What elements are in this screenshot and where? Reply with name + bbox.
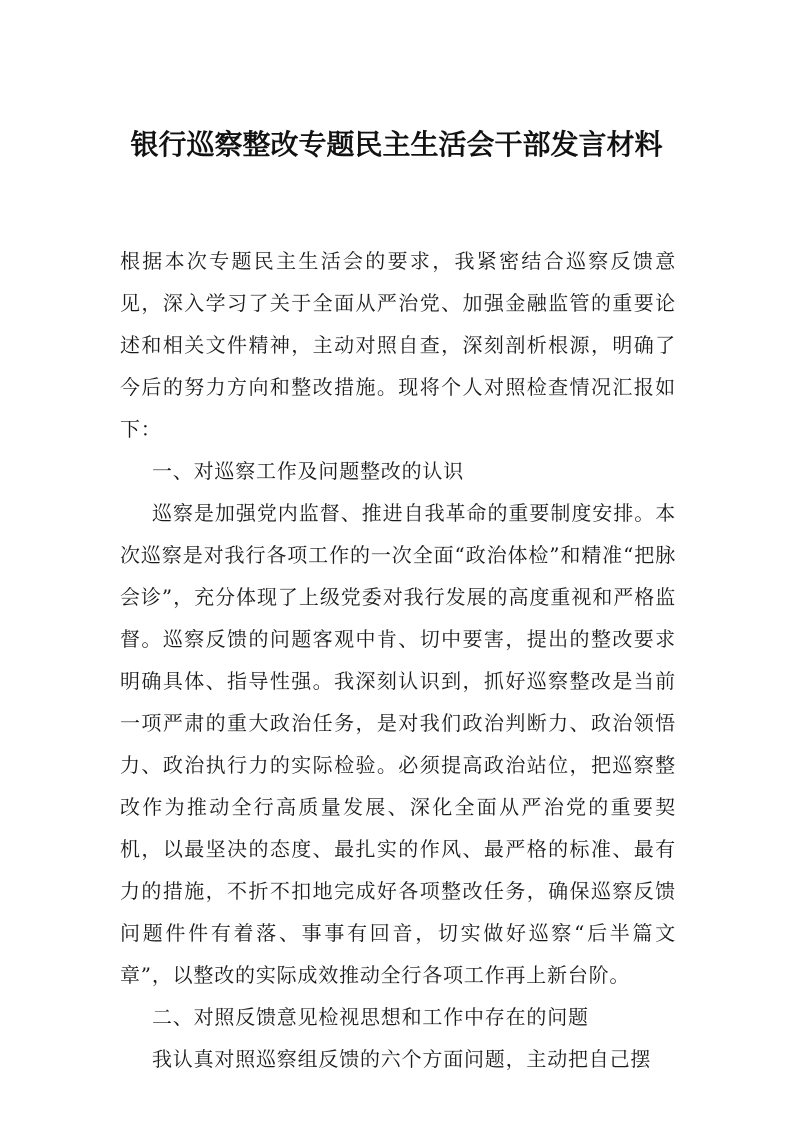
paragraph-section-1: 巡察是加强党内监督、推进自我革命的重要制度安排。本次巡察是对我行各项工作的一次全面“政治体检”和精准“把脉会诊”，充分体现了上级党委对我行发展的高度重视和严格监督。巡察反馈的问题客观中肯、切中要害，提出的整改要求明确具体、指导性强。我深刻认识到，抓好巡察整改是当前一项严肃的重大政治任务，是对我们政治判断力、政治领悟力、政治执行力的实际检验。必须提高政治站位，把巡察整改作为推动全行高质量发展、深化全面从严治党的重要契机，以最坚决的态度、最扎实的作风、最严格的标准、最有力的措施，不折不扣地完成好各项整改任务，确保巡察反馈问题件件有着落、事事有回音，切实做好巡察“后半篇文章”，以整改的实际成效推动全行各项工作再上新台阶。 [120,501,676,987]
paragraph-intro: 根据本次专题民主生活会的要求，我紧密结合巡察反馈意见，深入学习了关于全面从严治党、加强金融监管的重要论述和相关文件精神，主动对照自查，深刻剖析根源，明确了今后的努力方向和整改措施。现将个人对照检查情况汇报如下： [120,249,676,441]
paragraph-section-2: 我认真对照巡察组反馈的六个方面问题，主动把自己摆 [152,1047,652,1071]
section-heading-1: 一、对巡察工作及问题整改的认识 [152,459,464,483]
document-body [120,240,676,1080]
section-heading-2: 二、对照反馈意见检视思想和工作中存在的问题 [152,1005,589,1029]
document-title: 银行巡察整改专题民主生活会干部发言材料 [130,128,663,161]
